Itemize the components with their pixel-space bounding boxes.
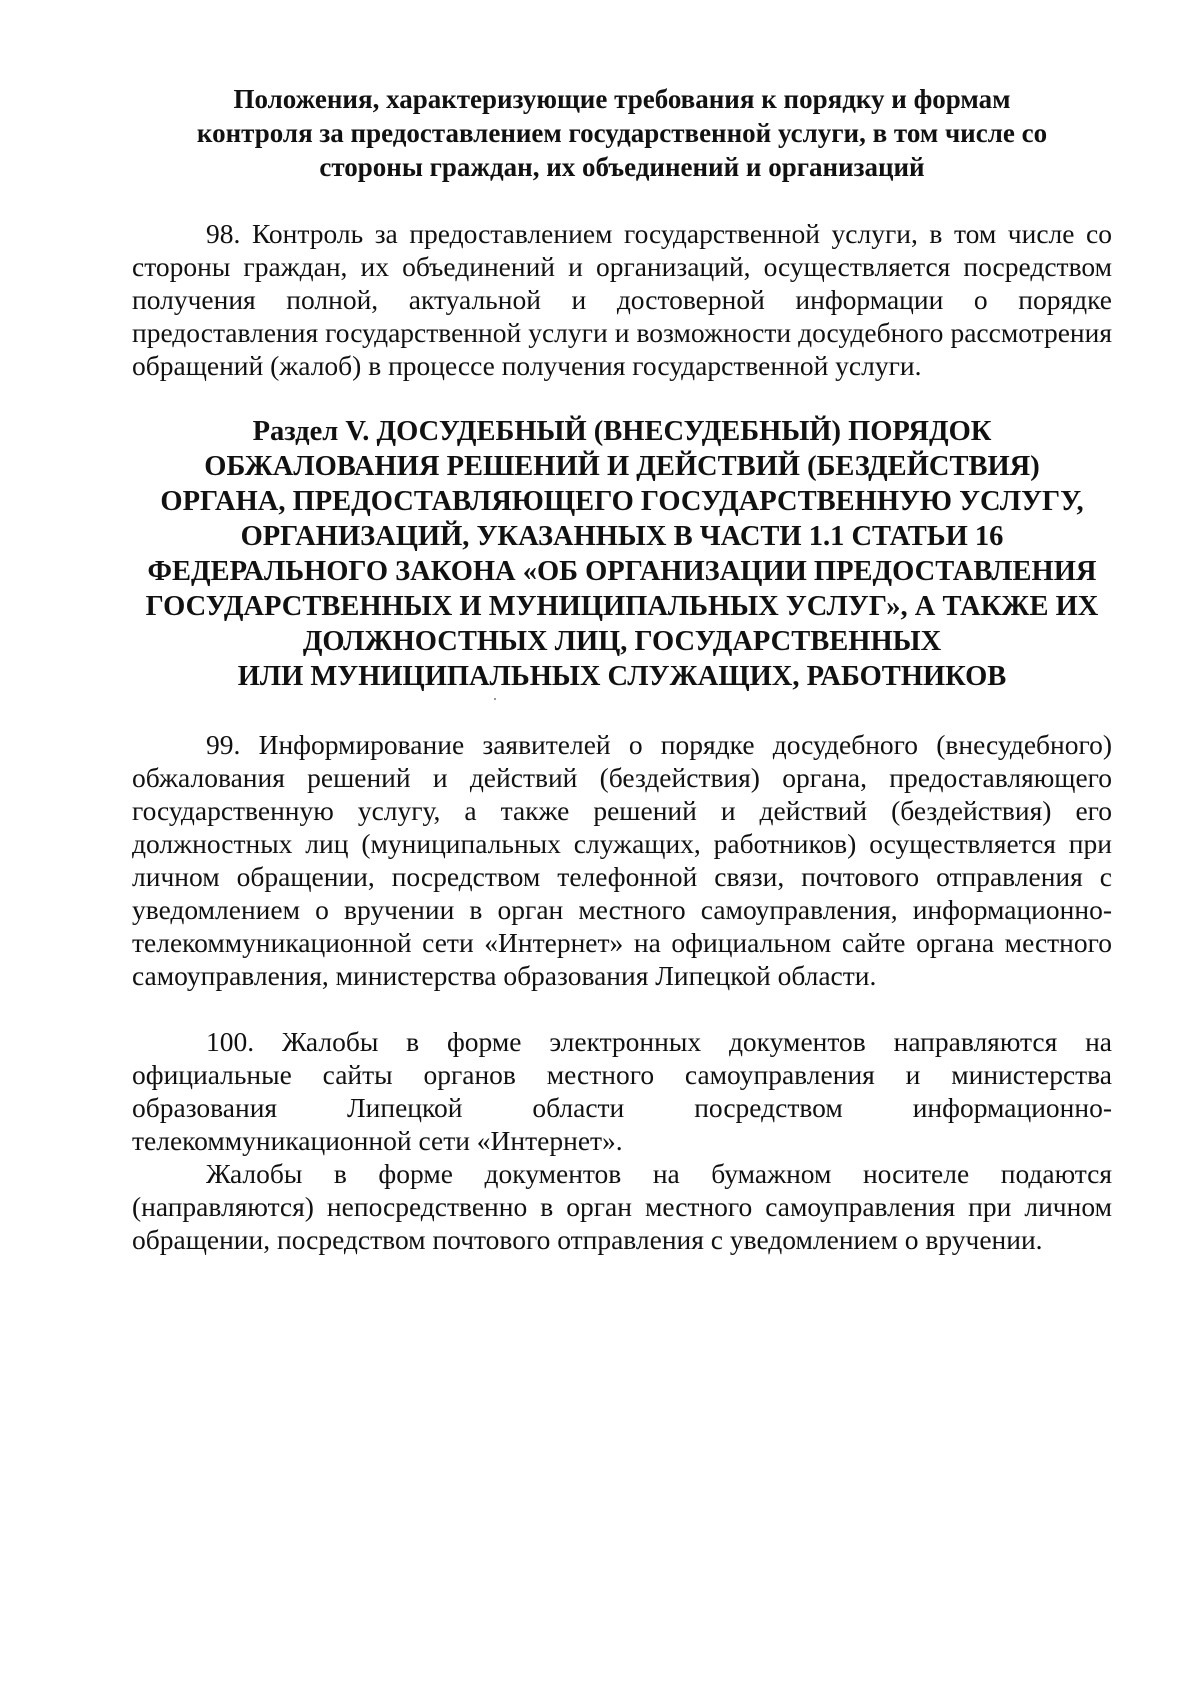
scan-speck [494, 698, 496, 700]
heading-line: ИЛИ МУНИЦИПАЛЬНЫХ СЛУЖАЩИХ, РАБОТНИКОВ [237, 661, 1007, 692]
paragraph-line: официальные сайты органов местного самоуправления и министерства [132, 1059, 1112, 1090]
heading-line: ФЕДЕРАЛЬНОГО ЗАКОНА «ОБ ОРГАНИЗАЦИИ ПРЕДОСТАВЛЕНИЯ [147, 556, 1097, 587]
heading-line: ОРГАНИЗАЦИЙ, УКАЗАННЫХ В ЧАСТИ 1.1 СТАТЬИ 16 [240, 521, 1004, 552]
heading-line: ОРГАНА, ПРЕДОСТАВЛЯЮЩЕГО ГОСУДАРСТВЕННУЮ УСЛУГУ, [160, 486, 1084, 517]
heading-line: Раздел V. ДОСУДЕБНЫЙ (ВНЕСУДЕБНЫЙ) ПОРЯДОК [252, 416, 992, 447]
section-v-heading [132, 414, 1112, 694]
paragraph-line: 98. Контроль за предоставлением государственной услуги, в том числе со [206, 218, 1112, 249]
paragraph-line: телекоммуникационной сети «Интернет» на официальном сайте органа местного [132, 927, 1112, 958]
paragraph-98 [132, 217, 1112, 382]
paragraph-line: стороны граждан, их объединений и организаций, осуществляется посредством [132, 251, 1112, 282]
paragraph-100b [132, 1157, 1112, 1256]
paragraph-line: государственную услугу, а также решений и действий (бездействия) его [132, 795, 1112, 826]
paragraph-line: 99. Информирование заявителей о порядке досудебного (внесудебного) [206, 729, 1112, 760]
paragraph-line: самоуправления, министерства образования Липецкой области. [132, 960, 877, 991]
section-heading [132, 82, 1112, 184]
paragraph-line: 100. Жалобы в форме электронных документов направляются на [206, 1026, 1112, 1057]
paragraph-line: Жалобы в форме документов на бумажном носителе подаются [206, 1158, 1112, 1189]
paragraph-line: получения полной, актуальной и достоверной информации о порядке [132, 284, 1112, 315]
heading-line: ОБЖАЛОВАНИЯ РЕШЕНИЙ И ДЕЙСТВИЙ (БЕЗДЕЙСТВИЯ) [204, 451, 1040, 482]
paragraph-line: обращений (жалоб) в процессе получения государственной услуги. [132, 350, 922, 381]
paragraph-line: уведомлением о вручении в орган местного самоуправления, информационно- [132, 894, 1112, 925]
paragraph-line: (направляются) непосредственно в орган местного самоуправления при личном [132, 1191, 1112, 1222]
heading-line: ДОЛЖНОСТНЫХ ЛИЦ, ГОСУДАРСТВЕННЫХ [302, 626, 942, 657]
paragraph-line: должностных лиц (муниципальных служащих, работников) осуществляется при [132, 828, 1112, 859]
paragraph-99 [132, 728, 1112, 992]
paragraph-line: предоставления государственной услуги и возможности досудебного рассмотрения [132, 317, 1112, 348]
heading-line: ГОСУДАРСТВЕННЫХ И МУНИЦИПАЛЬНЫХ УСЛУГ», А ТАКЖЕ ИХ [145, 591, 1099, 622]
document-page [132, 82, 1112, 1256]
paragraph-line: обращении, посредством почтового отправления с уведомлением о вручении. [132, 1224, 1043, 1255]
paragraph-line: личном обращении, посредством телефонной связи, почтового отправления с [132, 861, 1112, 892]
heading-line: Положения, характеризующие требования к порядку и формам [233, 84, 1011, 114]
paragraph-100 [132, 1025, 1112, 1157]
heading-line: стороны граждан, их объединений и организаций [319, 152, 925, 182]
paragraph-line: телекоммуникационной сети «Интернет». [132, 1125, 623, 1156]
paragraph-line: обжалования решений и действий (бездействия) органа, предоставляющего [132, 762, 1112, 793]
heading-line: контроля за предоставлением государственной услуги, в том числе со [196, 118, 1048, 148]
paragraph-line: образования Липецкой области посредством информационно- [132, 1092, 1112, 1123]
